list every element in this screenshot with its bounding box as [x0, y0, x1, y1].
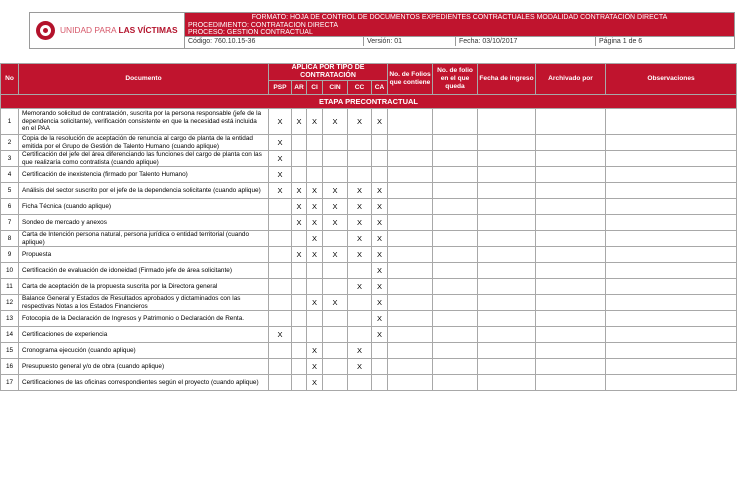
table-row	[1, 311, 737, 327]
applies-mark	[372, 167, 388, 183]
observaciones-cell[interactable]	[606, 279, 737, 295]
applies-mark: X	[323, 199, 348, 215]
col-observaciones: Observaciones	[606, 64, 737, 95]
folios-contiene-cell[interactable]	[388, 279, 433, 295]
archivado-por-cell[interactable]	[536, 263, 606, 279]
folios-contiene-cell[interactable]	[388, 109, 433, 135]
col-type-ca: CA	[372, 81, 388, 95]
applies-mark: X	[348, 215, 372, 231]
archivado-por-cell[interactable]	[536, 151, 606, 167]
folio-queda-cell[interactable]	[433, 199, 478, 215]
row-number: 2	[1, 135, 19, 151]
table-row	[1, 151, 737, 167]
logo-text: UNIDAD PARA LAS VÍCTIMAS	[60, 25, 178, 35]
observaciones-cell[interactable]	[606, 109, 737, 135]
row-document: Memorando solicitud de contratación, suscrita por la persona responsable (jefe de la dependencia solicitante), verificación consistente en que la necesidad está incluida en el PAA	[19, 109, 269, 135]
folios-contiene-cell[interactable]	[388, 151, 433, 167]
applies-mark	[269, 359, 292, 375]
row-number: 12	[1, 295, 19, 311]
applies-mark: X	[292, 247, 307, 263]
applies-mark: X	[372, 231, 388, 247]
applies-mark	[348, 263, 372, 279]
applies-mark: X	[307, 231, 323, 247]
folio-queda-cell[interactable]	[433, 343, 478, 359]
fecha-ingreso-cell[interactable]	[478, 135, 536, 151]
folios-contiene-cell[interactable]	[388, 295, 433, 311]
observaciones-cell[interactable]	[606, 183, 737, 199]
table-row	[1, 247, 737, 263]
applies-mark: X	[269, 167, 292, 183]
folios-contiene-cell[interactable]	[388, 215, 433, 231]
document-header	[29, 12, 735, 49]
fecha-ingreso-cell[interactable]	[478, 375, 536, 391]
applies-mark: X	[348, 247, 372, 263]
table-row	[1, 295, 737, 311]
row-document: Análisis del sector suscrito por el jefe de la dependencia solicitante (cuando aplique)	[19, 183, 269, 199]
observaciones-cell[interactable]	[606, 311, 737, 327]
applies-mark: X	[348, 279, 372, 295]
applies-mark: X	[307, 183, 323, 199]
table-row	[1, 279, 737, 295]
row-document: Fotocopia de la Declaración de Ingresos y Patrimonio o Declaración de Renta.	[19, 311, 269, 327]
applies-mark	[292, 343, 307, 359]
applies-mark: X	[372, 183, 388, 199]
folio-queda-cell[interactable]	[433, 295, 478, 311]
folios-contiene-cell[interactable]	[388, 375, 433, 391]
applies-mark	[348, 135, 372, 151]
applies-mark: X	[372, 295, 388, 311]
col-folios-contiene: No. de Folios que contiene	[388, 64, 433, 95]
applies-mark	[348, 327, 372, 343]
applies-mark: X	[292, 109, 307, 135]
document-date: Fecha: 03/10/2017	[455, 37, 595, 46]
archivado-por-cell[interactable]	[536, 215, 606, 231]
table-row	[1, 167, 737, 183]
row-document: Carta de Intención persona natural, persona jurídica o entidad territorial (cuando aplique)	[19, 231, 269, 247]
applies-mark	[269, 295, 292, 311]
col-type-cin: CIN	[323, 81, 348, 95]
folio-queda-cell[interactable]	[433, 167, 478, 183]
applies-mark: X	[348, 231, 372, 247]
page-number: Página 1 de 6	[595, 37, 734, 46]
applies-mark: X	[372, 199, 388, 215]
col-type-ar: AR	[292, 81, 307, 95]
col-type-ci: CI	[307, 81, 323, 95]
applies-mark: X	[307, 375, 323, 391]
applies-mark	[307, 151, 323, 167]
applies-mark	[292, 327, 307, 343]
row-number: 11	[1, 279, 19, 295]
folios-contiene-cell[interactable]	[388, 311, 433, 327]
fecha-ingreso-cell[interactable]	[478, 183, 536, 199]
applies-mark	[372, 375, 388, 391]
observaciones-cell[interactable]	[606, 199, 737, 215]
observaciones-cell[interactable]	[606, 167, 737, 183]
applies-mark	[323, 327, 348, 343]
applies-mark: X	[323, 183, 348, 199]
applies-mark	[323, 311, 348, 327]
applies-mark	[307, 167, 323, 183]
fecha-ingreso-cell[interactable]	[478, 295, 536, 311]
applies-mark: X	[292, 199, 307, 215]
archivado-por-cell[interactable]	[536, 231, 606, 247]
applies-mark	[307, 327, 323, 343]
applies-mark	[269, 215, 292, 231]
col-aplica: APLICA POR TIPO DE CONTRATACIÓN	[269, 64, 388, 81]
archivado-por-cell[interactable]	[536, 135, 606, 151]
folio-queda-cell[interactable]	[433, 279, 478, 295]
archivado-por-cell[interactable]	[536, 247, 606, 263]
folio-queda-cell[interactable]	[433, 327, 478, 343]
applies-mark	[307, 263, 323, 279]
archivado-por-cell[interactable]	[536, 167, 606, 183]
applies-mark: X	[372, 247, 388, 263]
archivado-por-cell[interactable]	[536, 343, 606, 359]
applies-mark	[269, 279, 292, 295]
table-row	[1, 327, 737, 343]
row-document: Certificaciones de las oficinas correspondientes según el proyecto (cuando aplique)	[19, 375, 269, 391]
folios-contiene-cell[interactable]	[388, 167, 433, 183]
observaciones-cell[interactable]	[606, 263, 737, 279]
fecha-ingreso-cell[interactable]	[478, 199, 536, 215]
applies-mark: X	[372, 279, 388, 295]
applies-mark: X	[269, 151, 292, 167]
logo-block	[30, 13, 185, 48]
applies-mark: X	[307, 247, 323, 263]
applies-mark	[269, 263, 292, 279]
row-number: 3	[1, 151, 19, 167]
col-documento: Documento	[19, 64, 269, 95]
row-number: 14	[1, 327, 19, 343]
observaciones-cell[interactable]	[606, 327, 737, 343]
table-row	[1, 359, 737, 375]
table-row	[1, 263, 737, 279]
applies-mark: X	[323, 215, 348, 231]
folio-queda-cell[interactable]	[433, 231, 478, 247]
document-version: Versión: 01	[363, 37, 455, 46]
col-folio-queda: No. de folio en el que queda	[433, 64, 478, 95]
process-name: PROCESO: GESTIÓN CONTRACTUAL	[185, 29, 734, 37]
applies-mark: X	[348, 359, 372, 375]
row-document: Cronograma ejecución (cuando aplique)	[19, 343, 269, 359]
applies-mark	[372, 359, 388, 375]
row-document: Carta de aceptación de la propuesta suscrita por la Directora general	[19, 279, 269, 295]
fecha-ingreso-cell[interactable]	[478, 263, 536, 279]
folio-queda-cell[interactable]	[433, 263, 478, 279]
row-document: Presupuesto general y/o de obra (cuando aplique)	[19, 359, 269, 375]
row-number: 6	[1, 199, 19, 215]
applies-mark	[269, 343, 292, 359]
applies-mark: X	[372, 215, 388, 231]
applies-mark	[269, 231, 292, 247]
folios-contiene-cell[interactable]	[388, 247, 433, 263]
col-type-cc: CC	[348, 81, 372, 95]
format-title: FORMATO: HOJA DE CONTROL DE DOCUMENTOS EXPEDIENTES CONTRACTUALES MODALIDAD CONTRATACIÓN DIRECTA	[185, 13, 734, 22]
applies-mark	[292, 151, 307, 167]
applies-mark	[348, 375, 372, 391]
row-document: Certificaciones de experiencia	[19, 327, 269, 343]
row-number: 10	[1, 263, 19, 279]
control-table	[0, 63, 737, 391]
applies-mark: X	[348, 199, 372, 215]
applies-mark: X	[323, 109, 348, 135]
applies-mark: X	[269, 109, 292, 135]
table-row	[1, 375, 737, 391]
row-number: 9	[1, 247, 19, 263]
applies-mark	[292, 311, 307, 327]
applies-mark	[269, 199, 292, 215]
applies-mark	[292, 375, 307, 391]
col-no: No	[1, 64, 19, 95]
applies-mark: X	[269, 327, 292, 343]
row-number: 8	[1, 231, 19, 247]
row-document: Certificación de evaluación de idoneidad (Firmado jefe de área solicitante)	[19, 263, 269, 279]
applies-mark: X	[323, 295, 348, 311]
row-number: 4	[1, 167, 19, 183]
applies-mark	[372, 135, 388, 151]
applies-mark	[307, 311, 323, 327]
table-row	[1, 109, 737, 135]
folios-contiene-cell[interactable]	[388, 199, 433, 215]
applies-mark	[323, 231, 348, 247]
applies-mark	[292, 167, 307, 183]
fecha-ingreso-cell[interactable]	[478, 359, 536, 375]
observaciones-cell[interactable]	[606, 151, 737, 167]
row-number: 17	[1, 375, 19, 391]
col-archivado-por: Archivado por	[536, 64, 606, 95]
applies-mark: X	[307, 295, 323, 311]
applies-mark: X	[307, 199, 323, 215]
row-number: 13	[1, 311, 19, 327]
folios-contiene-cell[interactable]	[388, 231, 433, 247]
folio-queda-cell[interactable]	[433, 135, 478, 151]
folio-queda-cell[interactable]	[433, 359, 478, 375]
applies-mark	[292, 295, 307, 311]
applies-mark	[323, 151, 348, 167]
row-number: 5	[1, 183, 19, 199]
applies-mark	[323, 359, 348, 375]
applies-mark: X	[348, 343, 372, 359]
applies-mark	[323, 279, 348, 295]
applies-mark	[323, 343, 348, 359]
observaciones-cell[interactable]	[606, 343, 737, 359]
table-row	[1, 135, 737, 151]
applies-mark	[348, 151, 372, 167]
applies-mark	[323, 135, 348, 151]
applies-mark: X	[307, 343, 323, 359]
row-document: Balance General y Estados de Resultados aprobados y dictaminados con las respectivas Notas a los Estados Financieros	[19, 295, 269, 311]
observaciones-cell[interactable]	[606, 359, 737, 375]
observaciones-cell[interactable]	[606, 247, 737, 263]
archivado-por-cell[interactable]	[536, 279, 606, 295]
row-document: Propuesta	[19, 247, 269, 263]
folio-queda-cell[interactable]	[433, 183, 478, 199]
folio-queda-cell[interactable]	[433, 151, 478, 167]
stage-heading: ETAPA PRECONTRACTUAL	[1, 95, 737, 109]
applies-mark	[269, 247, 292, 263]
col-fecha-ingreso: Fecha de ingreso	[478, 64, 536, 95]
row-number: 15	[1, 343, 19, 359]
table-row	[1, 199, 737, 215]
applies-mark: X	[323, 247, 348, 263]
row-document: Copia de la resolución de aceptación de renuncia al cargo de planta de la entidad emitida por el Grupo de Gestión de Talento Humano (cuando aplique)	[19, 135, 269, 151]
fecha-ingreso-cell[interactable]	[478, 231, 536, 247]
fecha-ingreso-cell[interactable]	[478, 109, 536, 135]
folio-queda-cell[interactable]	[433, 247, 478, 263]
procedure-name: PROCEDIMIENTO: CONTRATACIÓN DIRECTA	[185, 22, 734, 29]
folios-contiene-cell[interactable]	[388, 359, 433, 375]
table-row	[1, 231, 737, 247]
fecha-ingreso-cell[interactable]	[478, 279, 536, 295]
applies-mark: X	[372, 311, 388, 327]
applies-mark	[292, 279, 307, 295]
applies-mark: X	[348, 183, 372, 199]
applies-mark	[307, 135, 323, 151]
fecha-ingreso-cell[interactable]	[478, 311, 536, 327]
fecha-ingreso-cell[interactable]	[478, 247, 536, 263]
folio-queda-cell[interactable]	[433, 375, 478, 391]
folio-queda-cell[interactable]	[433, 109, 478, 135]
applies-mark	[292, 135, 307, 151]
fecha-ingreso-cell[interactable]	[478, 343, 536, 359]
applies-mark: X	[307, 109, 323, 135]
applies-mark	[323, 167, 348, 183]
applies-mark	[323, 263, 348, 279]
applies-mark: X	[372, 327, 388, 343]
applies-mark	[307, 279, 323, 295]
applies-mark: X	[372, 263, 388, 279]
document-code: Código: 760.10.15-36	[188, 38, 256, 45]
archivado-por-cell[interactable]	[536, 199, 606, 215]
row-document: Certificación del jefe del área diferenciando las funciones del cargo de planta con las que realizaría como contratista (cuando aplique)	[19, 151, 269, 167]
applies-mark: X	[372, 109, 388, 135]
document-meta	[185, 37, 734, 46]
row-number: 7	[1, 215, 19, 231]
applies-mark: X	[348, 109, 372, 135]
observaciones-cell[interactable]	[606, 375, 737, 391]
observaciones-cell[interactable]	[606, 295, 737, 311]
observaciones-cell[interactable]	[606, 231, 737, 247]
folios-contiene-cell[interactable]	[388, 343, 433, 359]
applies-mark	[292, 359, 307, 375]
applies-mark: X	[307, 359, 323, 375]
applies-mark	[269, 311, 292, 327]
row-document: Ficha Técnica (cuando aplique)	[19, 199, 269, 215]
row-number: 1	[1, 109, 19, 135]
folio-queda-cell[interactable]	[433, 215, 478, 231]
fecha-ingreso-cell[interactable]	[478, 215, 536, 231]
applies-mark	[348, 311, 372, 327]
archivado-por-cell[interactable]	[536, 109, 606, 135]
folios-contiene-cell[interactable]	[388, 263, 433, 279]
applies-mark	[348, 295, 372, 311]
row-number: 16	[1, 359, 19, 375]
archivado-por-cell[interactable]	[536, 327, 606, 343]
fecha-ingreso-cell[interactable]	[478, 151, 536, 167]
applies-mark	[348, 167, 372, 183]
archivado-por-cell[interactable]	[536, 295, 606, 311]
applies-mark	[269, 375, 292, 391]
archivado-por-cell[interactable]	[536, 311, 606, 327]
applies-mark: X	[292, 215, 307, 231]
fecha-ingreso-cell[interactable]	[478, 327, 536, 343]
table-row	[1, 343, 737, 359]
coat-of-arms-icon	[36, 21, 55, 40]
applies-mark: X	[292, 183, 307, 199]
table-row	[1, 183, 737, 199]
observaciones-cell[interactable]	[606, 215, 737, 231]
applies-mark	[372, 343, 388, 359]
applies-mark	[292, 231, 307, 247]
applies-mark: X	[269, 135, 292, 151]
table-row	[1, 215, 737, 231]
archivado-por-cell[interactable]	[536, 375, 606, 391]
fecha-ingreso-cell[interactable]	[478, 167, 536, 183]
folios-contiene-cell[interactable]	[388, 327, 433, 343]
archivado-por-cell[interactable]	[536, 359, 606, 375]
folio-queda-cell[interactable]	[433, 311, 478, 327]
row-document: Certificación de inexistencia (firmado por Talento Humano)	[19, 167, 269, 183]
applies-mark: X	[269, 183, 292, 199]
folios-contiene-cell[interactable]	[388, 183, 433, 199]
archivado-por-cell[interactable]	[536, 183, 606, 199]
applies-mark	[372, 151, 388, 167]
col-type-psp: PSP	[269, 81, 292, 95]
applies-mark: X	[307, 215, 323, 231]
applies-mark	[323, 375, 348, 391]
applies-mark	[292, 263, 307, 279]
folios-contiene-cell[interactable]	[388, 135, 433, 151]
row-document: Sondeo de mercado y anexos	[19, 215, 269, 231]
observaciones-cell[interactable]	[606, 135, 737, 151]
